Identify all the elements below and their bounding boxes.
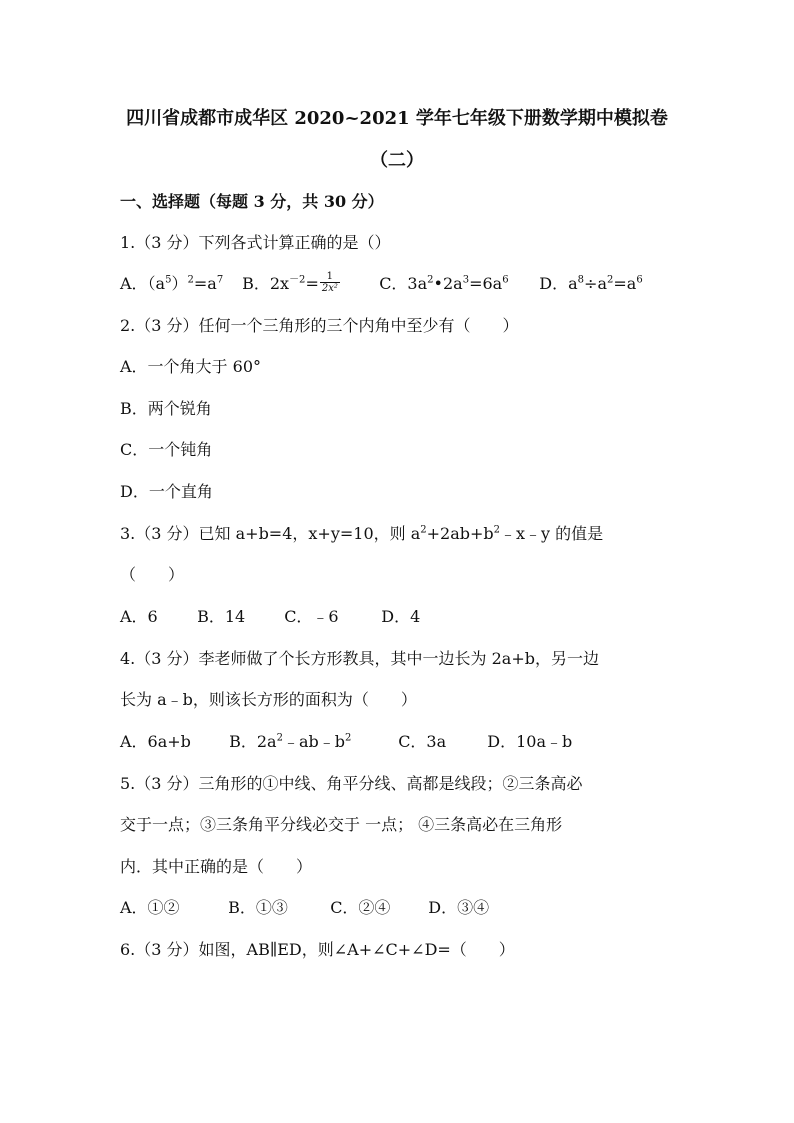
question-2-option-d: D．一个直角 (120, 482, 213, 501)
question-2-option-b: B．两个锐角 (120, 399, 212, 418)
question-2-option-a: A．一个角大于 60° (120, 357, 262, 376)
question-4-options (120, 732, 572, 752)
question-6-stem: 6.（3 分）如图，AB∥ED，则∠A+∠C+∠D=（ ） (120, 940, 515, 959)
section-heading: 一、选择题（每题 3 分，共 30 分） (120, 192, 384, 211)
question-3-stem-paren: （ ） (120, 565, 185, 584)
question-3-option-c: C．﹣6 (284, 607, 339, 626)
question-1-option-a: A．$(a^5)^2=a^7$ (120, 274, 224, 293)
question-5-options (120, 898, 489, 918)
question-3-option-b: B．14 (197, 607, 246, 626)
page-title-subtitle: （二） (370, 150, 424, 171)
question-5-stem-line-1: 5.（3 分）三角形的①中线、角平分线、高都是线段；②三条高必 (120, 774, 583, 793)
question-1-stem: 1.（3 分）下列各式计算正确的是（） (120, 233, 391, 252)
question-5-option-c: C．②④ (330, 898, 391, 917)
question-4-option-b: B．$2a^2﹣ab﹣b^2$ (229, 732, 352, 751)
question-4-stem-line-2: 长为 a﹣b，则该长方形的面积为（ ） (120, 690, 417, 709)
question-2-stem: 2.（3 分）任何一个三角形的三个内角中至少有（ ） (120, 316, 519, 335)
question-5-stem-line-3: 内．其中正确的是（ ） (120, 857, 313, 876)
question-4-stem-line-1: 4.（3 分）李老师做了个长方形教具，其中一边长为 2a+b，另一边 (120, 649, 599, 668)
question-5-option-d: D．③④ (428, 898, 490, 917)
question-3-option-d: D．4 (381, 607, 421, 626)
question-4-option-c: C．3a (398, 732, 447, 751)
question-5-stem-line-2: 交于一点；③三条角平分线必交于 一点； ④三条高必在三角形 (120, 815, 563, 834)
question-4-option-a: A．6a+b (120, 732, 191, 751)
page-title: 四川省成都市成华区 2020~2021 学年七年级下册数学期中模拟卷 (126, 108, 668, 129)
question-5-option-a: A．①② (120, 898, 180, 917)
question-3-options (120, 607, 420, 627)
fraction: $\frac{1}{\text{2x²}}$ (321, 271, 338, 294)
question-1-options (120, 273, 643, 296)
question-3-option-a: A．6 (120, 607, 158, 626)
question-5-option-b: B．①③ (228, 898, 288, 917)
question-1-option-c: C．$3a^2•2a^3=6a^6$ (379, 274, 509, 293)
question-1-option-b: B．$2x^{-2}=$ $\frac{1}{\text{2x²}}$ (242, 271, 338, 294)
question-4-option-d: D．10a﹣b (487, 732, 573, 751)
question-3-stem: 3.（3 分）已知 a+b=4，x+y=10，则 $a^2+2ab+b^2﹣x﹣y$ 的值是 (120, 524, 604, 543)
question-2-option-c: C．一个钝角 (120, 440, 213, 459)
question-1-option-d: D．$a^8\div a^2=a^6$ (539, 274, 643, 293)
